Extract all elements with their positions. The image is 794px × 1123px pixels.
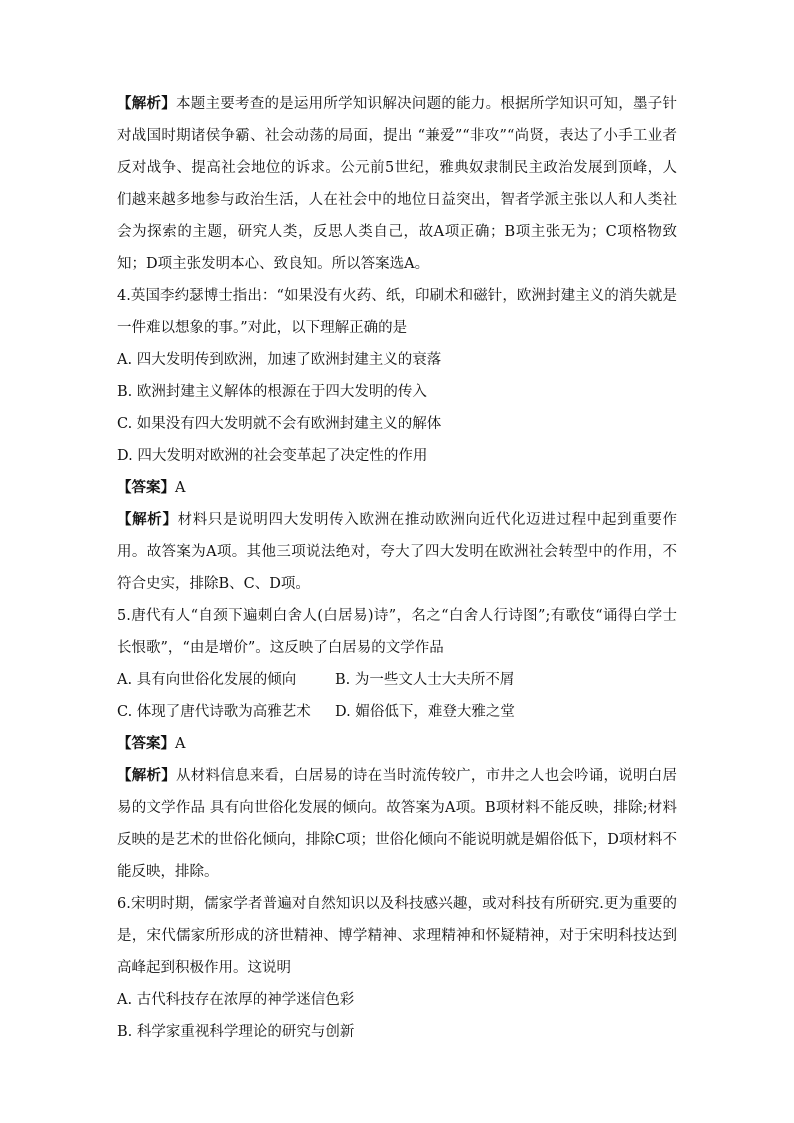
q4-option-a: A. 四大发明传到欧洲，加速了欧洲封建主义的衰落 [117,352,442,368]
q5-option-d: D. 媚俗低下，难登大雅之堂 [335,704,515,720]
q5-answer [117,728,677,760]
q4-option-d: D. 四大发明对欧洲的社会变革起了决定性的作用 [117,448,428,464]
q4-analysis [117,504,677,600]
analysis-tag: 【解析】 [117,511,178,528]
q5-options-row-1 [117,664,677,696]
analysis-tag: 【解析】 [117,767,176,784]
q5-stem: 5.唐代有人“自颈下遍刺白舍人(白居易)诗”，名之“白舍人行诗图”;有歌伎“诵得白学士长恨歌”，“由是增价”。这反映了白居易的文学作品 [117,608,677,656]
q5-option-a: A. 具有向世俗化发展的倾向 [117,672,297,688]
answer-value: A [175,736,186,752]
q4-option-b: B. 欧洲封建主义解体的根源在于四大发明的传入 [117,384,427,400]
document-page [117,88,677,1048]
answer-tag: 【答案】 [117,479,175,496]
q4-stem: 4.英国李约瑟博士指出：“如果没有火药、纸，印刷术和磁针，欧洲封建主义的消失就是一件难以想象的事。”对此，以下理解正确的是 [117,288,677,336]
q4-option-c: C. 如果没有四大发明就不会有欧洲封建主义的解体 [117,416,442,432]
answer-value: A [175,480,186,496]
q5-option-b: B. 为一些文人士大夫所不屑 [335,672,515,688]
q5-options-row-2 [117,696,677,728]
q5-option-c: C. 体现了唐代诗歌为高雅艺术 [117,704,311,720]
q6-option-b: B. 科学家重视科学理论的研究与创新 [117,1024,355,1040]
analysis-text: 从材料信息来看，白居易的诗在当时流传较广，市井之人也会吟诵，说明白居易的文学作品 具有向世俗化发展的倾向。故答案为A项。B项材料不能反映，排除;材料反映的是艺术的世俗化倾向，排除C项；世俗化倾向不能说明就是媚俗低下，D项材料不能反映，排除。 [117,768,678,880]
analysis-tag: 【解析】 [117,95,176,112]
q4-answer [117,472,677,504]
q3-analysis [117,88,677,280]
analysis-text: 材料只是说明四大发明传入欧洲在推动欧洲向近代化迈进过程中起到重要作用。故答案为A项。其他三项说法绝对，夸大了四大发明在欧洲社会转型中的作用，不符合史实，排除B、C、D项。 [117,512,678,592]
answer-tag: 【答案】 [117,735,175,752]
q6-stem: 6.宋明时期，儒家学者普遍对自然知识以及科技感兴趣，或对科技有所研究.更为重要的是，宋代儒家所形成的济世精神、博学精神、求理精神和怀疑精神，对于宋明科技达到高峰起到积极作用。这说明 [117,896,677,976]
q5-analysis [117,760,677,888]
q6-option-a: A. 古代科技存在浓厚的神学迷信色彩 [117,992,355,1008]
analysis-text: 本题主要考查的是运用所学知识解决问题的能力。根据所学知识可知，墨子针对战国时期诸侯争霸、社会动荡的局面，提出 “兼爱”“非攻”“尚贤，表达了小手工业者反对战争、提高社会地位的诉求。公元前5世纪，雅典奴隶制民主政治发展到顶峰，人们越来越多地参与政治生活，人在社会中的地位日益突出，智者学派主张以人和人类社会为探索的主题，研究人类，反思人类自己，故A项正确；B项主张无为；C项格物致知；D项主张发明本心、致良知。所以答案选A。 [117,96,678,272]
